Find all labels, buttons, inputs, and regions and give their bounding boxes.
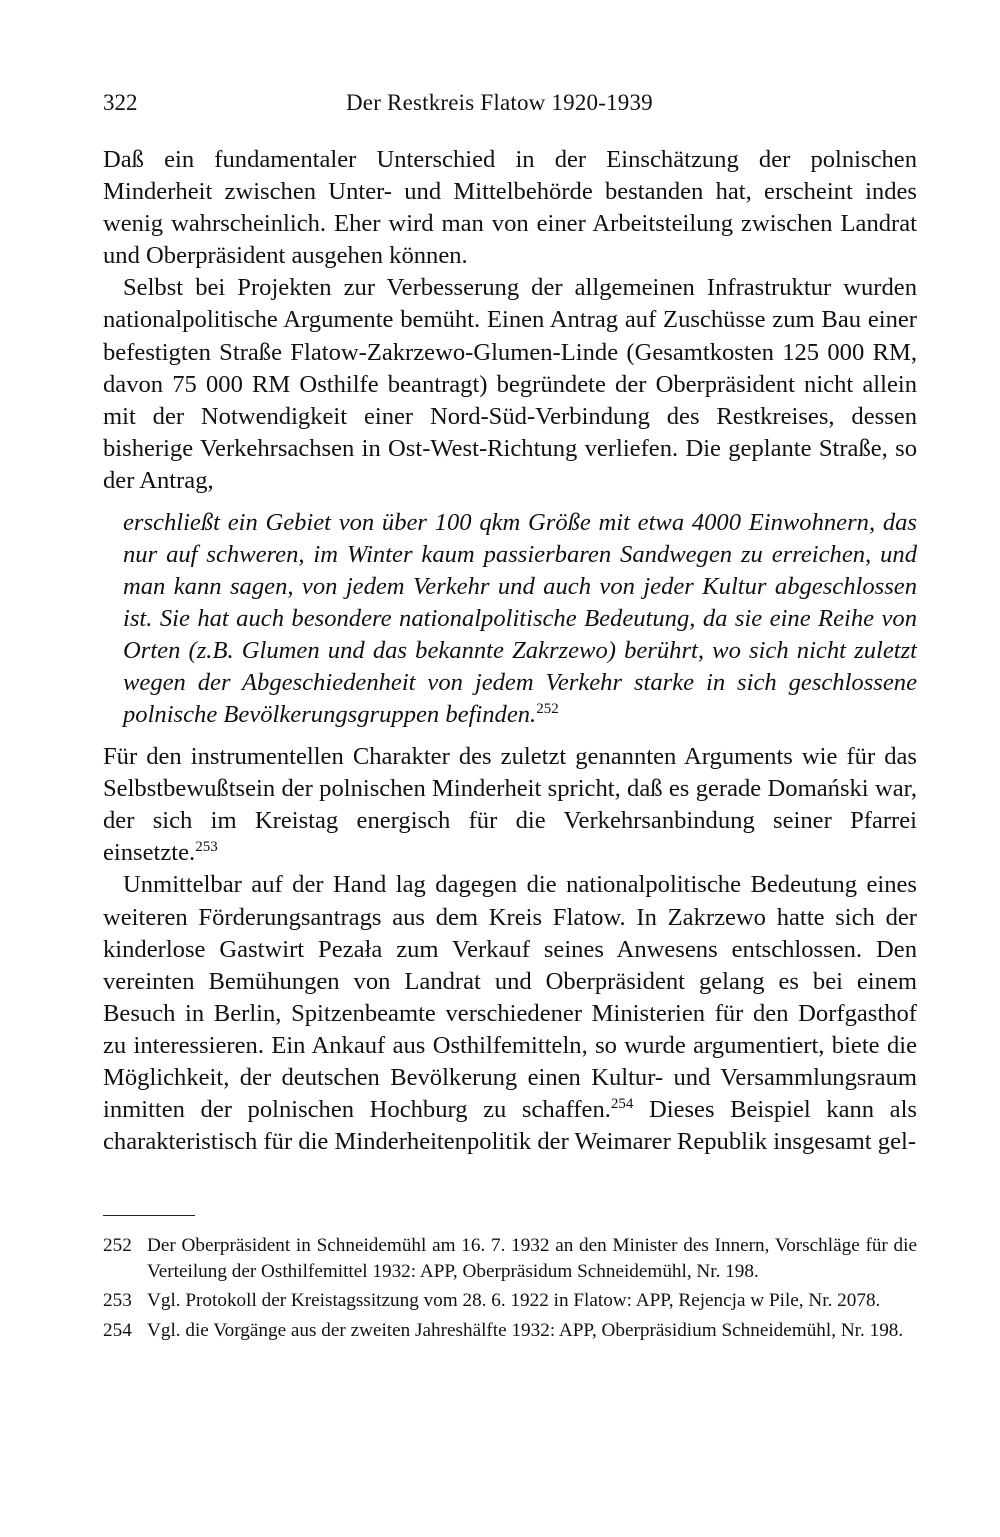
body-text: [103, 144, 917, 1158]
page-number: 322: [103, 90, 138, 115]
paragraph-4-text-b: Dieses Beispiel kann als charakteristisch für die Minderheitenpolitik der Weimarer Republik insgesamt gel-: [103, 1096, 917, 1156]
paragraph-2: Selbst bei Projekten zur Verbesserung der allgemeinen Infrastruktur wurden nationalpolitische Argumente bemüht. Einen Antrag auf Zuschüsse zum Bau einer befestigten Straße Flatow-Zakrzewo-Glumen-Linde (Gesamtkosten 125 000 RM, davon 75 000 RM Osthilfe beantragt) begründete der Oberpräsident nicht allein mit der Notwendigkeit einer Nord-Süd-Verbindung des Restkreises, dessen bisherige Verkehrsachsen in Ost-West-Richtung verliefen. Die geplante Straße, so der Antrag,: [103, 274, 917, 494]
running-title: Der Restkreis Flatow 1920-1939: [346, 90, 653, 115]
footnote-ref-252[interactable]: 252: [536, 701, 559, 718]
quote-text: erschließt ein Gebiet von über 100 qkm Größe mit etwa 4000 Einwohnern, das nur auf schweren, im Winter kaum passierbaren Sandwegen zu erreichen, und man kann sagen, von jedem Verkehr und auch von jeder Kultur abgeschlossen ist. Sie hat auch besondere nationalpolitische Bedeutung, da sie eine Reihe von Orten (z.B. Glumen und das bekannte Zakrzewo) berührt, wo sich nicht zuletzt wegen der Abgeschiedenheit von jedem Verkehr starke in sich geschlossene polnische Bevölkerungsgruppen befinden.: [123, 509, 917, 729]
footnote-text: Vgl. Protokoll der Kreistagssitzung vom 28. 6. 1922 in Flatow: APP, Rejencja w Pile, Nr. 2078.: [147, 1290, 881, 1311]
paragraph-3-text: Für den instrumentellen Charakter des zuletzt genannten Arguments wie für das Selbstbewußtsein der polnischen Minderheit spricht, daß es gerade Domański war, der sich im Kreistag energisch für die Verkehrsanbindung seiner Pfarrei einsetzte.: [103, 743, 917, 867]
footnote-254: [103, 1318, 917, 1344]
paragraph-4-text-a: Unmittelbar auf der Hand lag dagegen die nationalpolitische Bedeutung eines weiteren Förderungsantrags aus dem Kreis Flatow. In Zakrzewo hatte sich der kinderlose Gastwirt Pezała zum Verkauf seines Anwesens entschlossen. Den vereinten Bemühungen von Landrat und Oberpräsident gelang es bei einem Besuch in Berlin, Spitzenbeamte verschiedener Ministerien für den Dorfgasthof zu interessieren. Ein Ankauf aus Osthilfemitteln, so wurde argumentiert, biete die Möglichkeit, der deutschen Bevölkerung einen Kultur- und Versammlungsraum inmitten der polnischen Hochburg zu schaffen.: [103, 871, 917, 1124]
footnote-ref-254[interactable]: 254: [610, 1096, 634, 1113]
footnote-number: 252: [103, 1235, 132, 1256]
page-header: [103, 90, 917, 130]
footnote-253: [103, 1288, 917, 1314]
block-quote: [123, 507, 917, 731]
paragraph-4: [103, 869, 917, 1158]
footnote-text: Der Oberpräsident in Schneidemühl am 16. 7. 1932 an den Minister des Innern, Vorschläge für die Verteilung der Osthilfemittel 1932: APP, Oberpräsidum Schneidemühl, Nr. 198.: [147, 1235, 917, 1282]
footnote-divider: [103, 1215, 195, 1216]
footnote-number: 253: [103, 1290, 132, 1311]
footnote-252: [103, 1233, 917, 1284]
page: [103, 90, 917, 1158]
footnote-text: Vgl. die Vorgänge aus der zweiten Jahreshälfte 1932: APP, Oberpräsidium Schneidemühl, Nr. 198.: [147, 1319, 904, 1341]
paragraph-3: [103, 741, 917, 869]
paragraph-1: Daß ein fundamentaler Unterschied in der Einschätzung der polnischen Minderheit zwischen Unter- und Mittelbehörde bestanden hat, erscheint indes wenig wahrscheinlich. Eher wird man von einer Arbeitsteilung zwischen Landrat und Oberpräsident ausgehen können.: [103, 146, 917, 270]
footnotes: [103, 1233, 917, 1347]
footnote-ref-253[interactable]: 253: [195, 839, 218, 856]
footnote-number: 254: [103, 1319, 132, 1341]
